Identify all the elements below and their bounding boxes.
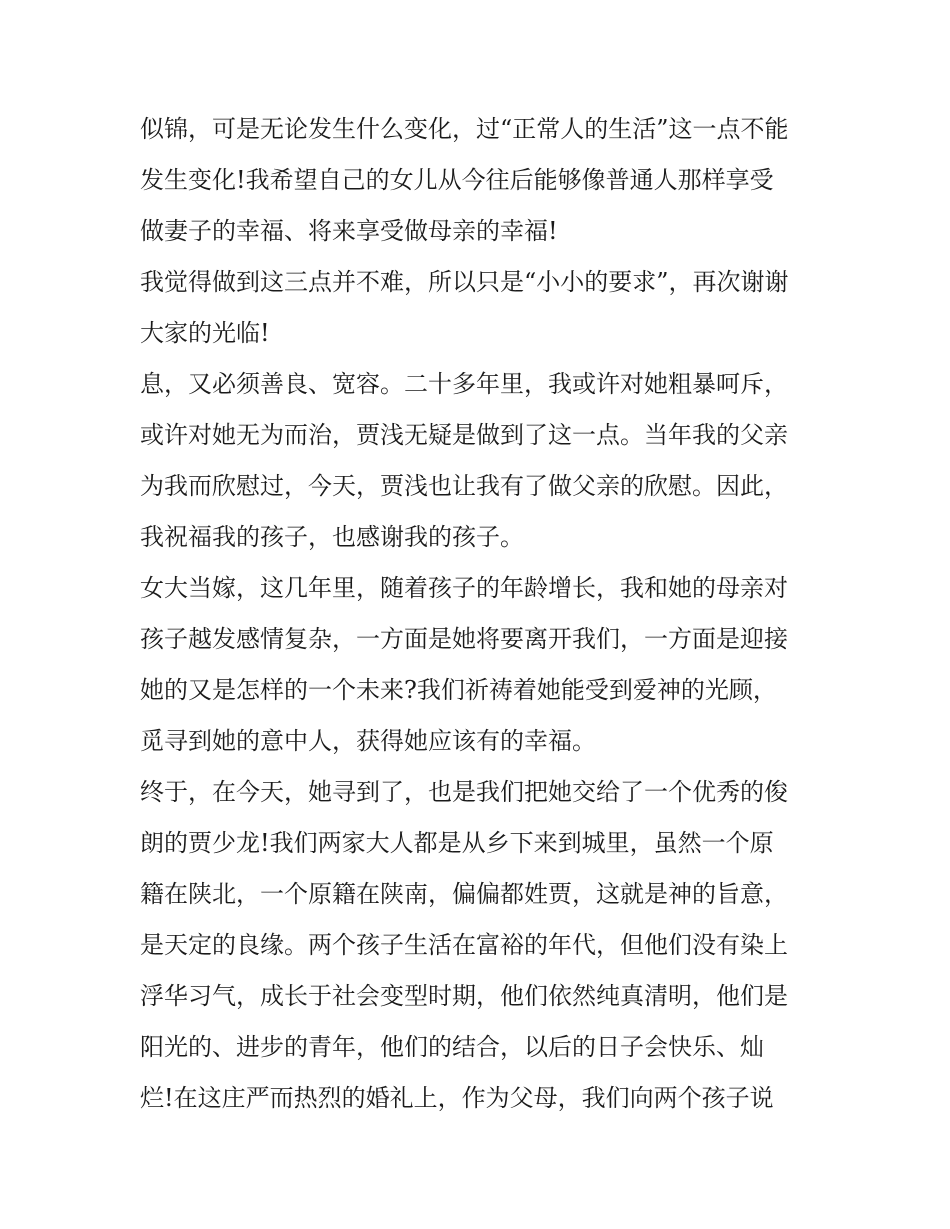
text-line: 做妻子的幸福、将来享受做母亲的幸福! xyxy=(140,217,558,245)
text-line: 籍在陕北，一个原籍在陕南，偏偏都姓贾，这就是神的旨意， xyxy=(140,880,788,908)
text-line: 大家的光临! xyxy=(140,319,270,347)
text-line: 孩子越发感情复杂，一方面是她将要离开我们，一方面是迎接 xyxy=(140,625,788,653)
text-line: 息，又必须善良、宽容。二十多年里，我或许对她粗暴呵斥， xyxy=(140,370,788,398)
text-line: 阳光的、进步的青年，他们的结合，以后的日子会快乐、灿 xyxy=(140,1033,764,1061)
text-line: 觅寻到她的意中人，获得她应该有的幸福。 xyxy=(140,727,596,755)
text-line: 烂!在这庄严而热烈的婚礼上，作为父母，我们向两个孩子说 xyxy=(140,1084,774,1112)
text-line: 为我而欣慰过，今天，贾浅也让我有了做父亲的欣慰。因此， xyxy=(140,472,788,500)
text-line: 朗的贾少龙!我们两家大人都是从乡下来到城里，虽然一个原 xyxy=(140,829,774,857)
text-line: 似锦，可是无论发生什么变化，过“正常人的生活”这一点不能 xyxy=(140,115,789,143)
text-line: 浮华习气，成长于社会变型时期，他们依然纯真清明，他们是 xyxy=(140,982,788,1010)
text-line: 我祝福我的孩子，也感谢我的孩子。 xyxy=(140,523,524,551)
text-line: 女大当嫁，这几年里，随着孩子的年龄增长，我和她的母亲对 xyxy=(140,574,788,602)
text-line: 她的又是怎样的一个未来?我们祈祷着她能受到爱神的光顾， xyxy=(140,676,777,704)
text-line: 发生变化!我希望自己的女儿从今往后能够像普通人那样享受 xyxy=(140,166,774,194)
document-body xyxy=(140,104,820,1124)
text-line: 或许对她无为而治，贾浅无疑是做到了这一点。当年我的父亲 xyxy=(140,421,788,449)
text-line: 我觉得做到这三点并不难，所以只是“小小的要求”，再次谢谢 xyxy=(140,268,789,296)
text-line: 是天定的良缘。两个孩子生活在富裕的年代，但他们没有染上 xyxy=(140,931,788,959)
text-line: 终于，在今天，她寻到了，也是我们把她交给了一个优秀的俊 xyxy=(140,778,788,806)
